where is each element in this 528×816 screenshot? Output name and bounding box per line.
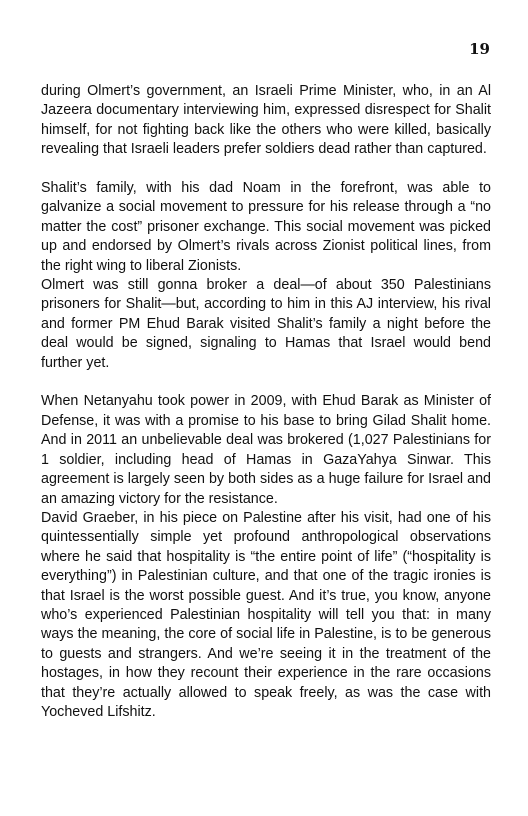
page-number: 19 [469,40,490,58]
paragraph-graeber-hospitality: David Graeber, in his piece on Palestine after his visit, had one of his quintessentially simple yet profound anthropological observations where he said that hospitality is “the entire point of life” (“hospitality is everything”) in Palestinian culture, and that one of the tragic ironies is that Israel is the worst possible guest. And it’s true, you know, anyone who’s experienced Palestinian hospitality will tell you that: in many ways the meaning, the core of social life in Palestine, is to be generous to guests and strangers. And we’re seeing it in the treatment of the hostages, in how they recount their experience in the rare occasions that they’re actually allowed to speak freely, as was the case with Yocheved Lifshitz. [41,509,491,720]
paragraph-olmert-deal: Olmert was still gonna broker a deal—of about 350 Palestinians prisoners for Shalit—but, according to him in this AJ interview, his rival and former PM Ehud Barak visited Shalit’s family a night before the deal would be signed, signaling to Hamas that Israel would bend further yet. [41,277,491,371]
paragraph-netanyahu-deal: When Netanyahu took power in 2009, with Ehud Barak as Minister of Defense, it was with a promise to his base to bring Gilad Shalit home. And in 2011 an unbelievable deal was brokered (1,027 Palestinians for 1 soldier, including head of Hamas in GazaYahya Sinwar. This agreement is largely seen by both sides as a huge failure for Israel and an amazing victory for the resistance. [41,393,491,507]
paragraph-olmert-government: during Olmert’s government, an Israeli Prime Minister, who, in an Al Jazeera documentary interviewing him, expressed disrespect for Shalit himself, for not fighting back like the others who were killed, basically revealing that Israeli leaders prefer soldiers dead rather than captured. [41,83,491,158]
body-text [41,82,491,722]
paragraph-shalit-family: Shalit’s family, with his dad Noam in the forefront, was able to galvanize a social movement to pressure for his release through a “no matter the cost” prisoner exchange. This social movement was picked up and endorsed by Olmert’s rivals across Zionist political lines, from the right wing to liberal Zionists. [41,180,491,274]
